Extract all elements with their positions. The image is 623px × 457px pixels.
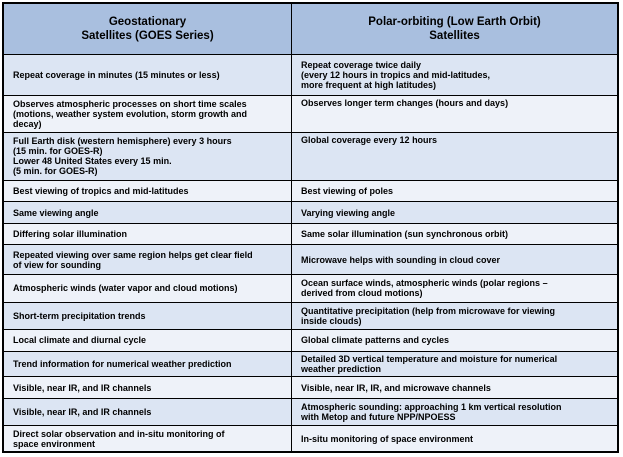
polar-orbiting-cell	[292, 180, 618, 201]
cell-text-line: Direct solar observation and in-situ monitoring of	[13, 428, 225, 439]
cell-text-line: Same solar illumination (sun synchronous orbit)	[301, 229, 509, 240]
geostationary-cell	[4, 55, 292, 96]
table-row	[4, 55, 618, 96]
cell-text-line: Visible, near IR, and IR channels	[13, 382, 152, 393]
cell-text-line: (5 min. for GOES-R)	[13, 166, 98, 177]
geostationary-cell	[4, 95, 292, 132]
geostationary-cell	[4, 132, 292, 180]
cell-text-line: Best viewing of poles	[301, 186, 394, 197]
polar-orbiting-cell	[292, 55, 618, 96]
table-row	[4, 377, 618, 398]
header-geostationary-line-1: Geostationary	[108, 16, 187, 28]
cell-text-line: Detailed 3D vertical temperature and moisture for numerical	[301, 353, 558, 364]
header-polar-line-1: Polar-orbiting (Low Earth Orbit)	[368, 16, 541, 28]
cell-text-line: Repeat coverage twice daily	[301, 59, 422, 70]
cell-text-line: of view for sounding	[13, 259, 101, 270]
cell-text-line: Lower 48 United States every 15 min.	[13, 156, 172, 167]
geostationary-cell	[4, 426, 292, 452]
header-geostationary	[4, 4, 292, 55]
geostationary-cell	[4, 202, 292, 223]
cell-text-line: Best viewing of tropics and mid-latitudes	[13, 186, 189, 197]
cell-text-line: Atmospheric sounding: approaching 1 km vertical resolution	[301, 402, 562, 413]
geostationary-cell	[4, 245, 292, 275]
comparison-table-frame	[2, 2, 619, 453]
cell-text-line: Quantitative precipitation (help from microwave for viewing	[301, 305, 556, 316]
table-row	[4, 180, 618, 201]
cell-text-line: (every 12 hours in tropics and mid-latitudes,	[301, 69, 491, 80]
table-row	[4, 274, 618, 302]
cell-text-line: Observes longer term changes (hours and days)	[301, 97, 509, 108]
geostationary-cell	[4, 274, 292, 302]
cell-text-line: In-situ monitoring of space environment	[301, 433, 474, 444]
geostationary-cell	[4, 330, 292, 351]
cell-text-line: Repeated viewing over same region helps get clear field	[13, 249, 253, 260]
cell-text-line: Global coverage every 12 hours	[301, 134, 438, 145]
header-row	[4, 4, 618, 55]
table-row	[4, 95, 618, 132]
geostationary-cell	[4, 351, 292, 377]
polar-orbiting-cell	[292, 302, 618, 330]
polar-orbiting-cell	[292, 330, 618, 351]
cell-text-line: more frequent at high latitudes)	[301, 79, 437, 90]
cell-text-line: Visible, near IR, and IR channels	[13, 407, 152, 418]
geostationary-cell	[4, 377, 292, 398]
polar-orbiting-cell	[292, 274, 618, 302]
cell-text-line: Observes atmospheric processes on short time scales	[13, 98, 247, 109]
geostationary-cell	[4, 180, 292, 201]
cell-text-line: Short-term precipitation trends	[13, 310, 146, 321]
cell-text-line: Same viewing angle	[13, 207, 99, 218]
cell-text-line: Local climate and diurnal cycle	[13, 335, 147, 346]
geostationary-cell	[4, 398, 292, 426]
cell-text-line: space environment	[13, 438, 96, 449]
cell-text-line: Ocean surface winds, atmospheric winds (polar regions –	[301, 278, 548, 289]
table-row	[4, 202, 618, 223]
cell-text-line: with Metop and future NPP/NPOESS	[301, 412, 456, 423]
cell-text-line: (motions, weather system evolution, storm growth and	[13, 108, 248, 119]
cell-text-line: inside clouds)	[301, 315, 362, 326]
cell-text-line: Repeat coverage in minutes (15 minutes or less)	[13, 69, 220, 80]
cell-text-line: Visible, near IR, IR, and microwave channels	[301, 382, 491, 393]
header-polar-line-2: Satellites	[429, 30, 480, 42]
polar-orbiting-cell	[292, 377, 618, 398]
table-row	[4, 351, 618, 377]
table-row	[4, 330, 618, 351]
table-row	[4, 302, 618, 330]
polar-orbiting-cell	[292, 426, 618, 452]
cell-text-line: Varying viewing angle	[301, 207, 396, 218]
polar-orbiting-cell	[292, 351, 618, 377]
cell-text-line: Atmospheric winds (water vapor and cloud motions)	[13, 283, 238, 294]
polar-orbiting-cell	[292, 95, 618, 132]
polar-orbiting-cell	[292, 223, 618, 244]
satellite-comparison-table	[3, 3, 618, 452]
polar-orbiting-cell	[292, 245, 618, 275]
geostationary-cell	[4, 302, 292, 330]
cell-text-line: weather prediction	[301, 363, 382, 374]
table-row	[4, 398, 618, 426]
cell-text-line: Microwave helps with sounding in cloud cover	[301, 254, 501, 265]
polar-orbiting-cell	[292, 202, 618, 223]
cell-text-line: (15 min. for GOES-R)	[13, 146, 103, 157]
cell-text-line: Differing solar illumination	[13, 229, 128, 240]
cell-text-line: Full Earth disk (western hemisphere) every 3 hours	[13, 136, 232, 147]
table-row	[4, 245, 618, 275]
table-row	[4, 426, 618, 452]
polar-orbiting-cell	[292, 398, 618, 426]
geostationary-cell	[4, 223, 292, 244]
table-row	[4, 223, 618, 244]
polar-orbiting-cell	[292, 132, 618, 180]
cell-text-line: Global climate patterns and cycles	[301, 335, 450, 346]
cell-text-line: derived from cloud motions)	[301, 288, 423, 299]
cell-text-line: decay)	[13, 118, 42, 129]
cell-text-line: Trend information for numerical weather prediction	[13, 358, 232, 369]
table-row	[4, 132, 618, 180]
header-geostationary-line-2: Satellites (GOES Series)	[81, 30, 214, 42]
header-polar-orbiting	[292, 4, 618, 55]
